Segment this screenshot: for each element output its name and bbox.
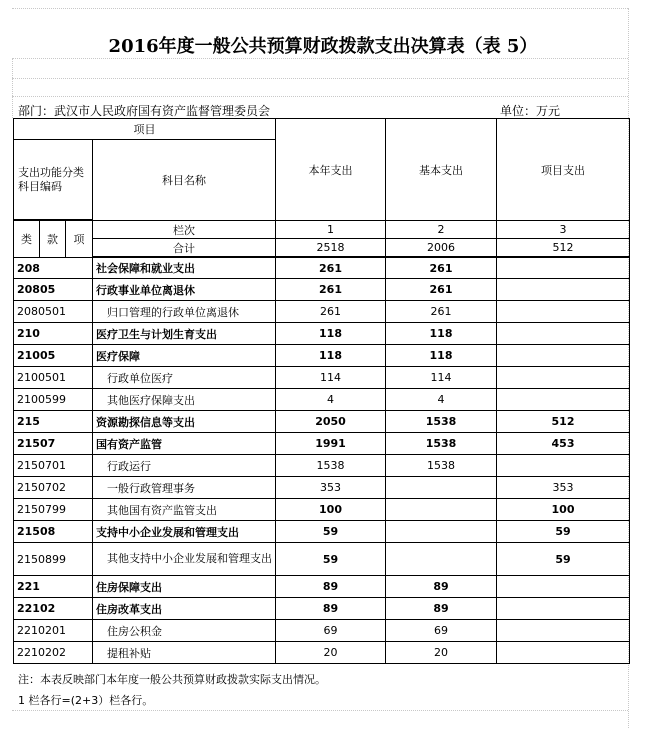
note-line-1: 注：本表反映部门本年度一般公共预算财政拨款实际支出情况。 <box>18 673 326 686</box>
header-this-year: 本年支出 <box>276 119 386 221</box>
header-kuan: 款 <box>40 221 66 258</box>
row-this-year: 261 <box>276 279 386 301</box>
row-this-year: 59 <box>276 543 386 576</box>
row-name: 国有资产监管 <box>93 433 276 455</box>
gridline <box>12 710 628 711</box>
row-basic: 261 <box>386 258 497 279</box>
row-basic: 1538 <box>386 455 497 477</box>
row-basic <box>386 477 497 499</box>
page-title: 2016年度一般公共预算财政拨款支出决算表（表 5） <box>108 36 538 57</box>
row-project <box>497 258 630 279</box>
row-name: 归口管理的行政单位离退休 <box>93 301 276 323</box>
table-row <box>14 258 630 279</box>
row-name: 住房公积金 <box>93 620 276 642</box>
row-project <box>497 389 630 411</box>
table-row <box>14 620 630 642</box>
row-code: 21005 <box>14 345 93 367</box>
table-row <box>14 411 630 433</box>
row-name: 医疗卫生与计划生育支出 <box>93 323 276 345</box>
unit-label: 单位：万元 <box>500 104 561 118</box>
header-lanci: 栏次 <box>93 221 276 239</box>
table-row <box>14 345 630 367</box>
row-name: 支持中小企业发展和管理支出 <box>93 521 276 543</box>
table-row <box>14 301 630 323</box>
row-this-year: 1538 <box>276 455 386 477</box>
row-project <box>497 598 630 620</box>
row-code: 20805 <box>14 279 93 301</box>
row-code: 22102 <box>14 598 93 620</box>
row-project <box>497 620 630 642</box>
header-item: 项目 <box>14 119 276 140</box>
row-basic: 118 <box>386 345 497 367</box>
row-basic: 89 <box>386 598 497 620</box>
table-row <box>14 521 630 543</box>
row-project: 59 <box>497 521 630 543</box>
table-row <box>14 543 630 576</box>
row-code: 2150702 <box>14 477 93 499</box>
expenditure-table <box>13 118 630 664</box>
row-code: 2210202 <box>14 642 93 664</box>
row-code: 2080501 <box>14 301 93 323</box>
table-row <box>14 477 630 499</box>
total-basic: 2006 <box>386 239 497 257</box>
gridline <box>12 78 628 79</box>
row-name: 行政运行 <box>93 455 276 477</box>
row-basic: 1538 <box>386 411 497 433</box>
row-basic: 20 <box>386 642 497 664</box>
row-name: 医疗保障 <box>93 345 276 367</box>
row-this-year: 4 <box>276 389 386 411</box>
total-project: 512 <box>497 239 630 257</box>
table-row <box>14 499 630 521</box>
row-basic: 69 <box>386 620 497 642</box>
row-name: 一般行政管理事务 <box>93 477 276 499</box>
table-row <box>14 279 630 301</box>
department-label: 部门：武汉市人民政府国有资产监督管理委员会 <box>18 104 271 118</box>
row-code: 2150899 <box>14 543 93 576</box>
row-this-year: 1991 <box>276 433 386 455</box>
row-basic: 1538 <box>386 433 497 455</box>
row-basic <box>386 543 497 576</box>
row-name: 行政事业单位离退休 <box>93 279 276 301</box>
row-project <box>497 367 630 389</box>
row-project <box>497 455 630 477</box>
row-name: 住房改革支出 <box>93 598 276 620</box>
row-code: 21508 <box>14 521 93 543</box>
col-no-1: 1 <box>276 221 386 239</box>
table-row <box>14 433 630 455</box>
row-name: 行政单位医疗 <box>93 367 276 389</box>
table-row <box>14 455 630 477</box>
row-name: 其他国有资产监管支出 <box>93 499 276 521</box>
table-row <box>14 576 630 598</box>
row-this-year: 89 <box>276 576 386 598</box>
row-basic: 118 <box>386 323 497 345</box>
row-project: 100 <box>497 499 630 521</box>
row-basic <box>386 521 497 543</box>
header-lei: 类 <box>14 221 40 258</box>
total-label: 合计 <box>93 239 276 257</box>
row-basic: 261 <box>386 279 497 301</box>
row-project <box>497 301 630 323</box>
row-this-year: 59 <box>276 521 386 543</box>
row-this-year: 261 <box>276 258 386 279</box>
row-code: 21507 <box>14 433 93 455</box>
table-row <box>14 367 630 389</box>
row-code: 210 <box>14 323 93 345</box>
row-code: 2210201 <box>14 620 93 642</box>
row-project: 353 <box>497 477 630 499</box>
row-name: 其他医疗保障支出 <box>93 389 276 411</box>
row-project <box>497 345 630 367</box>
row-name: 其他支持中小企业发展和管理支出 <box>93 543 276 576</box>
row-project <box>497 323 630 345</box>
row-code: 2100599 <box>14 389 93 411</box>
row-basic <box>386 499 497 521</box>
row-project: 453 <box>497 433 630 455</box>
row-basic: 4 <box>386 389 497 411</box>
gridline <box>12 96 628 97</box>
row-this-year: 89 <box>276 598 386 620</box>
row-this-year: 69 <box>276 620 386 642</box>
row-code: 215 <box>14 411 93 433</box>
row-basic: 261 <box>386 301 497 323</box>
row-this-year: 20 <box>276 642 386 664</box>
header-basic: 基本支出 <box>386 119 497 221</box>
row-this-year: 100 <box>276 499 386 521</box>
gridline <box>12 8 628 9</box>
row-code: 208 <box>14 258 93 279</box>
row-name: 资源勘探信息等支出 <box>93 411 276 433</box>
row-code: 2100501 <box>14 367 93 389</box>
row-this-year: 118 <box>276 323 386 345</box>
row-project: 59 <box>497 543 630 576</box>
note-line-2: 1 栏各行=(2+3）栏各行。 <box>18 694 154 707</box>
row-code: 2150701 <box>14 455 93 477</box>
col-no-2: 2 <box>386 221 497 239</box>
total-this-year: 2518 <box>276 239 386 257</box>
header-project: 项目支出 <box>497 119 630 221</box>
row-project <box>497 576 630 598</box>
row-this-year: 118 <box>276 345 386 367</box>
header-subject-name: 科目名称 <box>93 140 276 221</box>
row-code: 221 <box>14 576 93 598</box>
gridline <box>12 58 13 118</box>
row-project <box>497 279 630 301</box>
col-no-3: 3 <box>497 221 630 239</box>
table-row <box>14 598 630 620</box>
row-name: 住房保障支出 <box>93 576 276 598</box>
table-row <box>14 389 630 411</box>
row-code: 2150799 <box>14 499 93 521</box>
table-row <box>14 642 630 664</box>
row-this-year: 353 <box>276 477 386 499</box>
table-row <box>14 323 630 345</box>
header-xiang: 项 <box>66 221 93 258</box>
header-func-code: 支出功能分类科目编码 <box>14 140 93 220</box>
row-this-year: 114 <box>276 367 386 389</box>
gridline <box>12 58 628 59</box>
row-this-year: 2050 <box>276 411 386 433</box>
row-name: 提租补贴 <box>93 642 276 664</box>
row-project <box>497 642 630 664</box>
row-basic: 89 <box>386 576 497 598</box>
row-basic: 114 <box>386 367 497 389</box>
row-project: 512 <box>497 411 630 433</box>
row-name: 社会保障和就业支出 <box>93 258 276 279</box>
row-this-year: 261 <box>276 301 386 323</box>
